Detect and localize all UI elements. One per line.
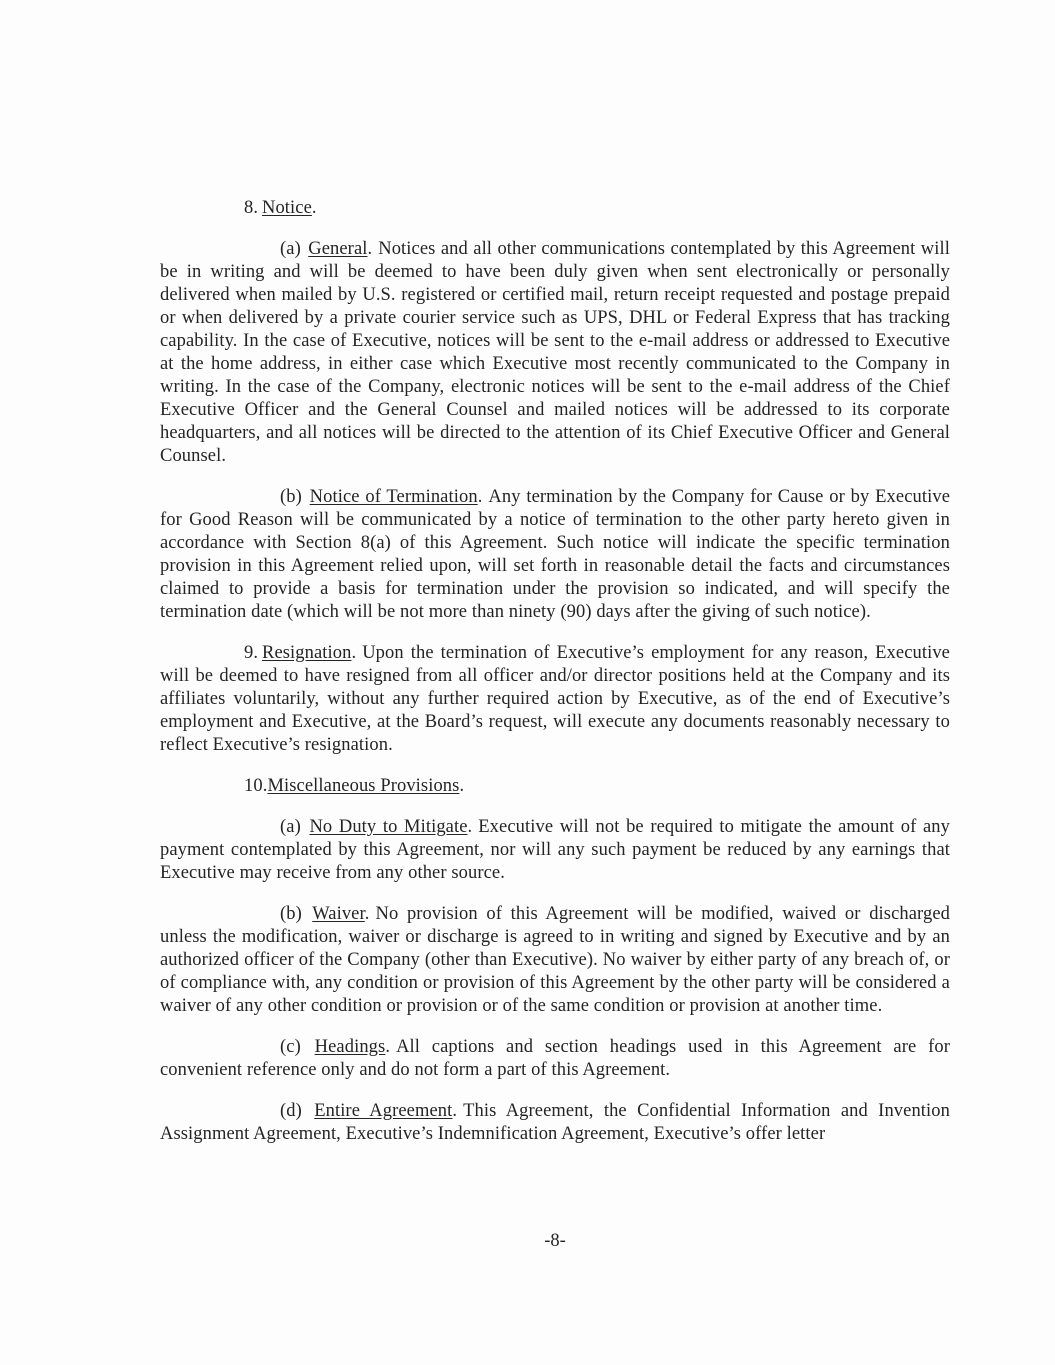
paragraph-label: (b) (280, 487, 302, 507)
section-number: 9. (244, 643, 259, 663)
section-title: Miscellaneous Provisions (267, 776, 460, 796)
document-content (160, 197, 950, 1164)
paragraph-body: No provision of this Agreement will be modified, waived or discharged unless the modification, waiver or discharge is agreed to in writing and signed by Executive and by an authorized officer of the Company (other than Executive). No waiver by either party of any breach of, or of compliance with, any condition or provision of this Agreement by the other party will be considered a waiver of any other condition or provision or of the same condition or provision at another time. (160, 904, 950, 1016)
paragraph-body: This Agreement, the Confidential Information and Invention Assignment Agreement, Executive’s Indemnification Agreement, Executive’s offer letter (160, 1101, 950, 1144)
paragraph-title: General (308, 239, 368, 259)
paragraph-body: Upon the termination of Executive’s employment for any reason, Executive will be deemed to have resigned from all officer and/or director positions held at the Company and its affiliates voluntarily, without any further required action by Executive, as of the end of Executive’s employment and Executive, at the Board’s request, will execute any documents reasonably necessary to reflect Executive’s resignation. (160, 643, 950, 755)
section-title-period: . (311, 198, 317, 218)
paragraph-title-period: . (477, 487, 483, 507)
paragraph-title: Waiver (312, 904, 365, 924)
paragraph-8b-notice-of-termination (160, 486, 950, 624)
paragraph-title-period: . (452, 1101, 458, 1121)
section-8-heading (160, 197, 950, 220)
section-number: 8. (244, 198, 259, 218)
paragraph-body: Any termination by the Company for Cause or by Executive for Good Reason will be communicated by a notice of termination to the other party hereto given in accordance with Section 8(a) of this Agreement. Such notice will indicate the specific termination provision in this Agreement relied upon, will set forth in reasonable detail the facts and circumstances claimed to provide a basis for termination under the provision so indicated, and will specify the termination date (which will be not more than ninety (90) days after the giving of such notice). (160, 487, 951, 622)
section-9-resignation (160, 642, 950, 757)
paragraph-title-period: . (364, 904, 370, 924)
paragraph-10c-headings (160, 1036, 950, 1082)
paragraph-body: Notices and all other communications contemplated by this Agreement will be in writing and will be deemed to have been duly given when sent electronically or personally delivered when mailed by U.S. registered or certified mail, return receipt requested and postage prepaid or when delivered by a private courier service such as UPS, DHL or Federal Express that has tracking capability. In the case of Executive, notices will be sent to the e-mail address or addressed to Executive at the home address, in either case which Executive most recently communicated to the Company in writing. In the case of the Company, electronic notices will be sent to the e-mail address of the Chief Executive Officer and the General Counsel and mailed notices will be addressed to its corporate headquarters, and all notices will be directed to the attention of its Chief Executive Officer and General Counsel. (160, 239, 950, 466)
section-title: Resignation (262, 643, 352, 663)
page-number: -8- (544, 1231, 566, 1251)
paragraph-title: Headings (314, 1037, 386, 1057)
paragraph-title-period: . (385, 1037, 391, 1057)
paragraph-title-period: . (367, 239, 373, 259)
paragraph-body: Executive will not be required to mitigate the amount of any payment contemplated by this Agreement, nor will any such payment be reduced by any earnings that Executive may receive from any other source. (160, 817, 950, 883)
paragraph-10d-entire-agreement (160, 1100, 950, 1146)
paragraph-label: (c) (280, 1037, 301, 1057)
section-10-heading (160, 775, 950, 798)
section-title-period: . (351, 643, 357, 663)
paragraph-label: (d) (280, 1101, 302, 1121)
paragraph-8a-general (160, 238, 950, 468)
section-number: 10. (244, 776, 268, 796)
paragraph-label: (b) (280, 904, 302, 924)
section-title: Notice (262, 198, 312, 218)
paragraph-label: (a) (280, 817, 301, 837)
paragraph-label: (a) (280, 239, 301, 259)
section-title-period: . (459, 776, 465, 796)
paragraph-10b-waiver (160, 903, 950, 1018)
paragraph-title-period: . (467, 817, 473, 837)
paragraph-body: All captions and section headings used in this Agreement are for convenient reference only and do not form a part of this Agreement. (160, 1037, 950, 1080)
paragraph-10a-no-duty-to-mitigate (160, 816, 950, 885)
paragraph-title: Entire Agreement (314, 1101, 453, 1121)
paragraph-title: Notice of Termination (309, 487, 478, 507)
paragraph-title: No Duty to Mitigate (309, 817, 468, 837)
